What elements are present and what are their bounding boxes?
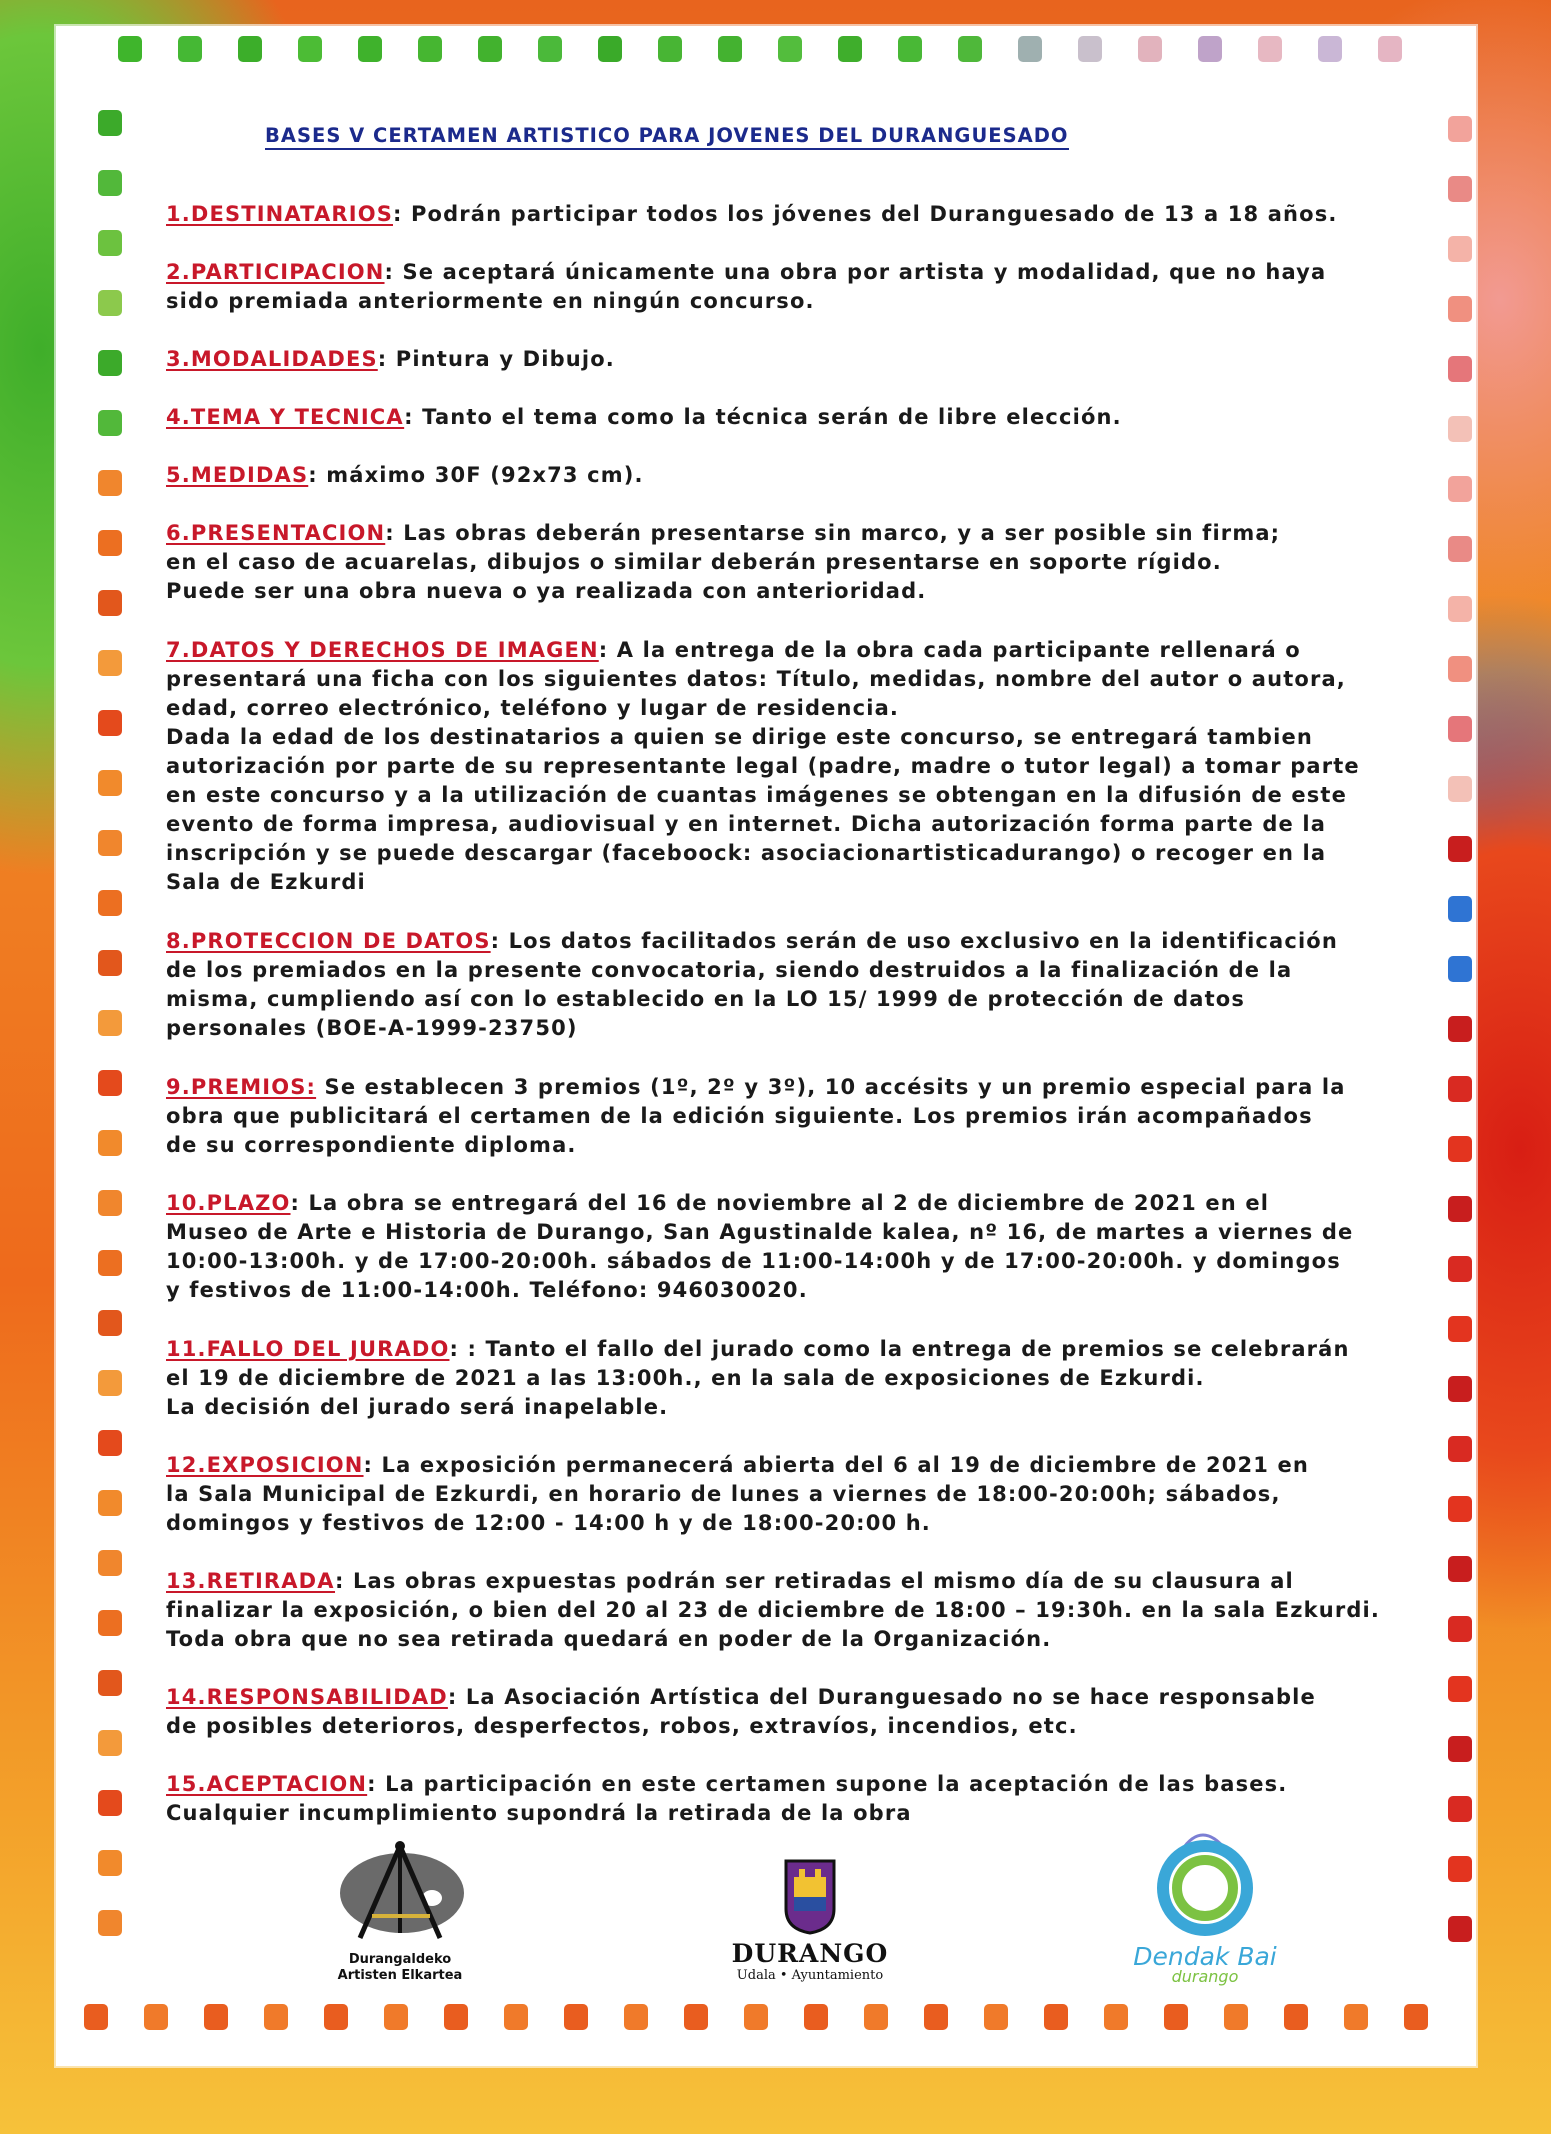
durango-shield-icon [720,1855,900,1935]
perforation [98,890,122,916]
perforation [1448,536,1472,562]
rule-section [166,1451,1416,1538]
perforation [1448,1856,1472,1882]
rule-text: la Sala Municipal de Ezkurdi, en horario de lunes a viernes de 18:00-20:00h; sábados, [166,1482,1281,1506]
perforation [658,36,682,62]
rule-text: Toda obra que no sea retirada quedará en poder de la Organización. [166,1627,1052,1651]
rule-line [166,927,1416,956]
perforation [98,1310,122,1336]
perforation [98,1850,122,1876]
rule-heading: 12.EXPOSICION [166,1453,364,1477]
rule-text: : Las obras deberán presentarse sin marco, y a ser posible sin firma; [385,521,1281,545]
perforation [1448,1016,1472,1042]
perforation [98,650,122,676]
rule-line [166,1276,1416,1305]
perforation [98,1670,122,1696]
rule-line [166,345,1416,374]
perforation [1448,1376,1472,1402]
perforation [1448,1316,1472,1342]
perforation [98,770,122,796]
perforation [1448,1496,1472,1522]
perforation [1198,36,1222,62]
perforation [744,2004,768,2030]
rule-line [166,200,1416,229]
perforation [144,2004,168,2030]
perforation [1448,1736,1472,1762]
rule-heading: 14.RESPONSABILIDAD [166,1685,448,1709]
durango-name: DURANGO [731,1939,889,1968]
perforation [98,470,122,496]
perforation [178,36,202,62]
perforation [98,530,122,556]
perforation [1448,1616,1472,1642]
rule-text: y festivos de 11:00-14:00h. Teléfono: 946030020. [166,1278,808,1302]
rule-line [166,287,1416,316]
rule-text: Puede ser una obra nueva o ya realizada con anterioridad. [166,579,927,603]
artisten-line1: Durangaldeko [348,1952,452,1967]
rule-text: finalizar la exposición, o bien del 20 al 23 de diciembre de 18:00 – 19:30h. en la sala Ezkurdi. [166,1598,1381,1622]
perforation [204,2004,228,2030]
perforation [1448,1136,1472,1162]
rule-text: : A la entrega de la obra cada participante rellenará o [598,638,1301,662]
perforation [98,1010,122,1036]
rule-line [166,1014,1416,1043]
rule-text: autorización por parte de su representante legal (padre, madre o tutor legal) a tomar parte [166,754,1360,778]
rule-text: Se establecen 3 premios (1º, 2º y 3º), 10 accésits y un premio especial para la [316,1075,1346,1099]
rule-line [166,577,1416,606]
dendak-sub: durango [1171,1967,1239,1986]
rule-line [166,1218,1416,1247]
rule-line [166,1567,1416,1596]
rule-text: 10:00-13:00h. y de 17:00-20:00h. sábados de 11:00-14:00h y de 17:00-20:00h. y domingos [166,1249,1341,1273]
rule-heading: 8.PROTECCION DE DATOS [166,929,491,953]
rule-line [166,258,1416,287]
perforation [598,36,622,62]
perforation [1448,416,1472,442]
rule-section [166,927,1416,1043]
rule-text: : Las obras expuestas podrán ser retiradas el mismo día de su clausura al [335,1569,1294,1593]
perforation [1448,116,1472,142]
rule-heading: 2.PARTICIPACION [166,260,385,284]
rule-line [166,461,1416,490]
perforation [1104,2004,1128,2030]
perforation [1344,2004,1368,2030]
perforation [1044,2004,1068,2030]
rule-text: : Tanto el tema como la técnica serán de libre elección. [404,405,1122,429]
rule-line [166,636,1416,665]
perforation [538,36,562,62]
rule-heading: 6.PRESENTACION [166,521,386,545]
rule-line [166,519,1416,548]
perforation [1448,356,1472,382]
perforation [1448,776,1472,802]
perforation [98,1910,122,1936]
rule-line [166,1073,1416,1102]
perforation [1448,1916,1472,1942]
rule-section [166,403,1416,432]
rule-heading: 13.RETIRADA [166,1569,336,1593]
durango-sub: Udala • Ayuntamiento [736,1968,884,1983]
rule-heading: 7.DATOS Y DERECHOS DE IMAGEN [166,638,599,662]
rule-heading: 9.PREMIOS: [166,1075,317,1099]
perforation [238,36,262,62]
rule-heading: 11.FALLO DEL JURADO [166,1337,450,1361]
perforation [564,2004,588,2030]
perforation [1318,36,1342,62]
rule-line [166,781,1416,810]
rule-line [166,810,1416,839]
perforation [98,1370,122,1396]
rule-text: de posibles deterioros, desperfectos, robos, extravíos, incendios, etc. [166,1714,1078,1738]
perforation [804,2004,828,2030]
rule-line [166,665,1416,694]
rule-text: : La Asociación Artística del Duranguesado no se hace responsable [447,1685,1316,1709]
palette-easel-icon [320,1838,480,1948]
rule-text: edad, correo electrónico, teléfono y lugar de residencia. [166,696,900,720]
perforation [864,2004,888,2030]
perforation [1448,716,1472,742]
perforation [98,350,122,376]
perforation [98,1490,122,1516]
perforation [778,36,802,62]
perforation [1448,236,1472,262]
rule-text: : Pintura y Dibujo. [377,347,615,371]
rule-text: Dada la edad de los destinatarios a quien se dirige este concurso, se entregará tambien [166,725,1313,749]
perforation [958,36,982,62]
perforation [1448,836,1472,862]
rule-line [166,694,1416,723]
rule-line [166,1596,1416,1625]
perforation [1448,656,1472,682]
rule-line [166,1131,1416,1160]
rule-heading: 5.MEDIDAS [166,463,309,487]
rule-text: : Los datos facilitados serán de uso exclusivo en la identificación [490,929,1338,953]
rule-section [166,200,1416,229]
rule-heading: 4.TEMA Y TECNICA [166,405,405,429]
perforation [1448,1556,1472,1582]
perforation [98,1070,122,1096]
perforation [98,410,122,436]
rule-line [166,985,1416,1014]
perforation [504,2004,528,2030]
rule-line [166,956,1416,985]
rule-heading: 10.PLAZO [166,1191,291,1215]
artisten-elkartea-logo [320,1838,480,1984]
rule-line [166,1189,1416,1218]
perforation [1448,596,1472,622]
rule-line [166,548,1416,577]
perforation [1448,1676,1472,1702]
page-title: BASES V CERTAMEN ARTISTICO PARA JOVENES DEL DURANGUESADO [265,124,1069,150]
perforation [898,36,922,62]
perforation [1448,1196,1472,1222]
perforation [478,36,502,62]
perforation [358,36,382,62]
perforation [1018,36,1042,62]
perforation [98,590,122,616]
perforation [98,1130,122,1156]
perforation [118,36,142,62]
perforation [98,1610,122,1636]
perforation [984,2004,1008,2030]
rule-text: : Podrán participar todos los jóvenes del Duranguesado de 13 a 18 años. [392,202,1338,226]
rule-heading: 3.MODALIDADES [166,347,378,371]
perforation [1258,36,1282,62]
perforation [98,1250,122,1276]
perforation [98,290,122,316]
rule-section [166,1683,1416,1741]
perforation [98,1190,122,1216]
rule-heading: 1.DESTINATARIOS [166,202,393,226]
rule-text: obra que publicitará el certamen de la edición siguiente. Los premios irán acompañados [166,1104,1313,1128]
rule-line [166,1102,1416,1131]
rule-line [166,403,1416,432]
perforation [1078,36,1102,62]
dendak-bai-swirl-icon [1120,1820,1290,1938]
rule-text: Museo de Arte e Historia de Durango, San Agustinalde kalea, nº 16, de martes a viernes de [166,1220,1354,1244]
rule-text: de su correspondiente diploma. [166,1133,577,1157]
rule-section [166,345,1416,374]
perforation [1448,176,1472,202]
perforation [324,2004,348,2030]
perforation [444,2004,468,2030]
perforation [924,2004,948,2030]
rule-text: : : Tanto el fallo del jurado como la entrega de premios se celebrarán [449,1337,1350,1361]
rule-text: personales (BOE-A-1999-23750) [166,1016,578,1040]
rule-text: evento de forma impresa, audiovisual y en internet. Dicha autorización forma parte de la [166,812,1327,836]
perforation [98,1730,122,1756]
rule-text: inscripción y se puede descargar (faceboock: asociacionartisticadurango) o recoger en la [166,841,1327,865]
perforation [1404,2004,1428,2030]
rule-line [166,1770,1416,1799]
rule-line [166,1625,1416,1654]
perforation [418,36,442,62]
rule-text: misma, cumpliendo así con lo establecido en la LO 15/ 1999 de protección de datos [166,987,1246,1011]
perforation [264,2004,288,2030]
perforation [98,110,122,136]
perforation [1284,2004,1308,2030]
rule-text: de los premiados en la presente convocatoria, siendo destruidos a la finalización de la [166,958,1293,982]
perforation [1138,36,1162,62]
rule-line [166,839,1416,868]
perforation [1448,1796,1472,1822]
rule-line [166,723,1416,752]
perforation [1448,476,1472,502]
rule-text: sido premiada anteriormente en ningún concurso. [166,289,815,313]
rule-text: : La exposición permanecerá abierta del 6 al 19 de diciembre de 2021 en [363,1453,1309,1477]
rule-line [166,1247,1416,1276]
rule-text: el 19 de diciembre de 2021 a las 13:00h., en la sala de exposiciones de Ezkurdi. [166,1366,1205,1390]
perforation [684,2004,708,2030]
perforation [1448,296,1472,322]
perforation [1164,2004,1188,2030]
rule-text: : La participación en este certamen supone la aceptación de las bases. [367,1772,1288,1796]
perforation [84,2004,108,2030]
artisten-line2: Artisten Elkartea [337,1968,463,1983]
rule-line [166,1480,1416,1509]
rule-section [166,519,1416,606]
rule-line [166,1335,1416,1364]
perforation [1224,2004,1248,2030]
perforation [1448,956,1472,982]
perforation [384,2004,408,2030]
perforation [298,36,322,62]
perforation [98,1790,122,1816]
rule-line [166,1393,1416,1422]
perforation [718,36,742,62]
perforation [98,830,122,856]
rule-text: Sala de Ezkurdi [166,870,366,894]
rule-line [166,1712,1416,1741]
rule-line [166,1683,1416,1712]
durango-udala-logo [720,1855,900,1983]
perforation [98,710,122,736]
rule-section [166,1567,1416,1654]
rule-text: domingos y festivos de 12:00 - 14:00 h y de 18:00-20:00 h. [166,1511,931,1535]
perforation [98,1430,122,1456]
rule-text: : Se aceptará únicamente una obra por artista y modalidad, que no haya [384,260,1327,284]
rule-text: : La obra se entregará del 16 de noviembre al 2 de diciembre de 2021 en el [290,1191,1270,1215]
rule-heading: 15.ACEPTACION [166,1772,368,1796]
rule-text: en el caso de acuarelas, dibujos o similar deberán presentarse en soporte rígido. [166,550,1222,574]
perforation [1448,896,1472,922]
perforation [1448,1436,1472,1462]
rule-line [166,752,1416,781]
rule-text: La decisión del jurado será inapelable. [166,1395,669,1419]
rule-text: en este concurso y a la utilización de cuantas imágenes se obtengan en la difusión de este [166,783,1347,807]
perforation [98,1550,122,1576]
perforation [624,2004,648,2030]
rule-line [166,868,1416,897]
poster-paper [56,26,1476,2066]
dendak-bai-logo [1120,1820,1290,1986]
dendak-name: Dendak Bai [1133,1942,1277,1971]
rule-text: presentará una ficha con los siguientes datos: Título, medidas, nombre del autor o autora, [166,667,1346,691]
rule-line [166,1364,1416,1393]
rule-text: : máximo 30F (92x73 cm). [308,463,644,487]
perforation [1448,1076,1472,1102]
perforation [98,230,122,256]
rule-section [166,258,1416,316]
rule-section [166,461,1416,490]
perforation [98,170,122,196]
perforation [1378,36,1402,62]
rule-section [166,636,1416,897]
rule-line [166,1451,1416,1480]
rule-text: Cualquier incumplimiento supondrá la retirada de la obra [166,1801,912,1825]
perforation [1448,1256,1472,1282]
perforation [98,950,122,976]
perforation [838,36,862,62]
rule-section [166,1189,1416,1305]
rule-section [166,1335,1416,1422]
rule-section [166,1073,1416,1160]
rule-line [166,1509,1416,1538]
